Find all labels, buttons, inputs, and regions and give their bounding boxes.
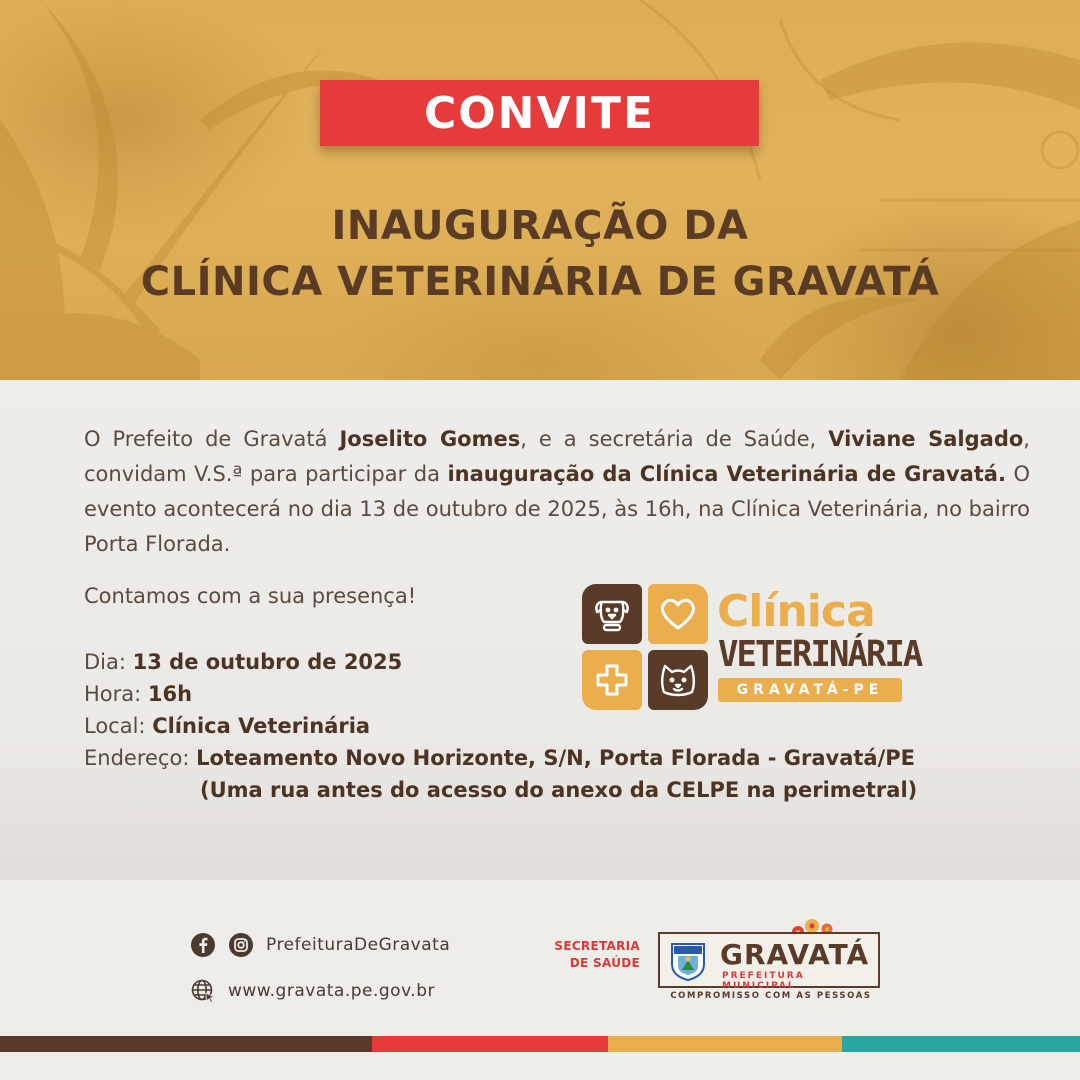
intro-text-4: O evento acontecerá no dia 13 de outubro de 2025, às 16h, na Clínica Veterinária, no bairro Porta Florada. [84,462,1030,556]
clinic-logo [582,584,992,712]
secretary-name: Viviane Salgado [828,427,1024,451]
heart-icon [656,592,700,636]
secretaria-label [548,938,640,972]
invitation-text [84,422,1030,562]
address-value: Loteamento Novo Horizonte, S/N, Porta Florada - Gravatá/PE [196,746,915,770]
logo-word-clinica: Clínica [717,586,875,637]
cat-icon [656,658,700,702]
website-link[interactable]: www.gravata.pe.gov.br [228,981,435,1001]
prefeitura-name: GRAVATÁ [720,938,870,971]
instagram-icon[interactable] [228,932,254,958]
place-label: Local: [84,714,153,738]
event-name: inauguração da Clínica Veterinária de Gravatá. [447,462,1006,486]
palm-background [0,0,1080,380]
plus-icon [590,658,634,702]
hero-banner [0,0,1080,380]
website-row[interactable] [190,976,450,1006]
logo-location-pill [718,678,902,702]
secretaria-line-1: SECRETARIA [554,939,640,953]
plus-tile [582,650,642,710]
heart-tile [648,584,708,644]
intro-text-3: , convidam V.S.ª para participar da [84,427,1030,486]
address-row [84,742,917,774]
mayor-name: Joselito Gomes [339,427,521,451]
address-label: Endereço: [84,746,197,770]
dog-tile [582,584,642,644]
intro-text-2: , e a secretária de Saúde, [520,427,829,451]
logo-location-label: GRAVATÁ-PE [736,682,884,698]
title-line-1: INAUGURAÇÃO DA [331,203,749,249]
address-note: (Uma rua antes do acesso do anexo da CELPE na perimetral) [200,778,918,802]
place-value: Clínica Veterinária [152,714,371,738]
presence-text: Contamos com a sua presença! [84,584,417,608]
color-stripe-orange [608,1036,842,1052]
place-row [84,710,917,742]
time-value: 16h [147,682,193,706]
prefeitura-subtitle: PREFEITURA MUNICIPAL [722,971,805,991]
dog-icon [590,592,634,636]
title-line-2: CLÍNICA VETERINÁRIA DE GRAVATÁ [140,259,940,305]
facebook-icon[interactable] [190,932,216,958]
time-label: Hora: [84,682,148,706]
social-handle[interactable]: PrefeituraDeGravata [266,935,451,955]
convite-label: CONVITE [423,87,655,139]
convite-tag [320,80,759,146]
prefeitura-slogan: COMPROMISSO COM AS PESSOAS [670,991,872,1001]
date-value: 13 de outubro de 2025 [132,650,403,674]
prefeitura-box [658,932,880,991]
color-stripe-teal [842,1036,1080,1052]
secretaria-line-2: DE SAÚDE [569,956,640,970]
color-stripe-red [372,1036,608,1052]
social-handle-row[interactable] [190,930,450,960]
date-label: Dia: [84,650,133,674]
cat-tile [648,650,708,710]
intro-text-1: O Prefeito de Gravatá [84,427,340,451]
globe-icon [190,978,216,1004]
social-links [190,930,450,1022]
page-title [0,198,1080,310]
prefeitura-logo [658,916,888,1006]
crest-icon [668,940,708,982]
color-stripe-brown [0,1036,372,1052]
logo-word-veterinaria: VETERINÁRIA [718,634,922,675]
